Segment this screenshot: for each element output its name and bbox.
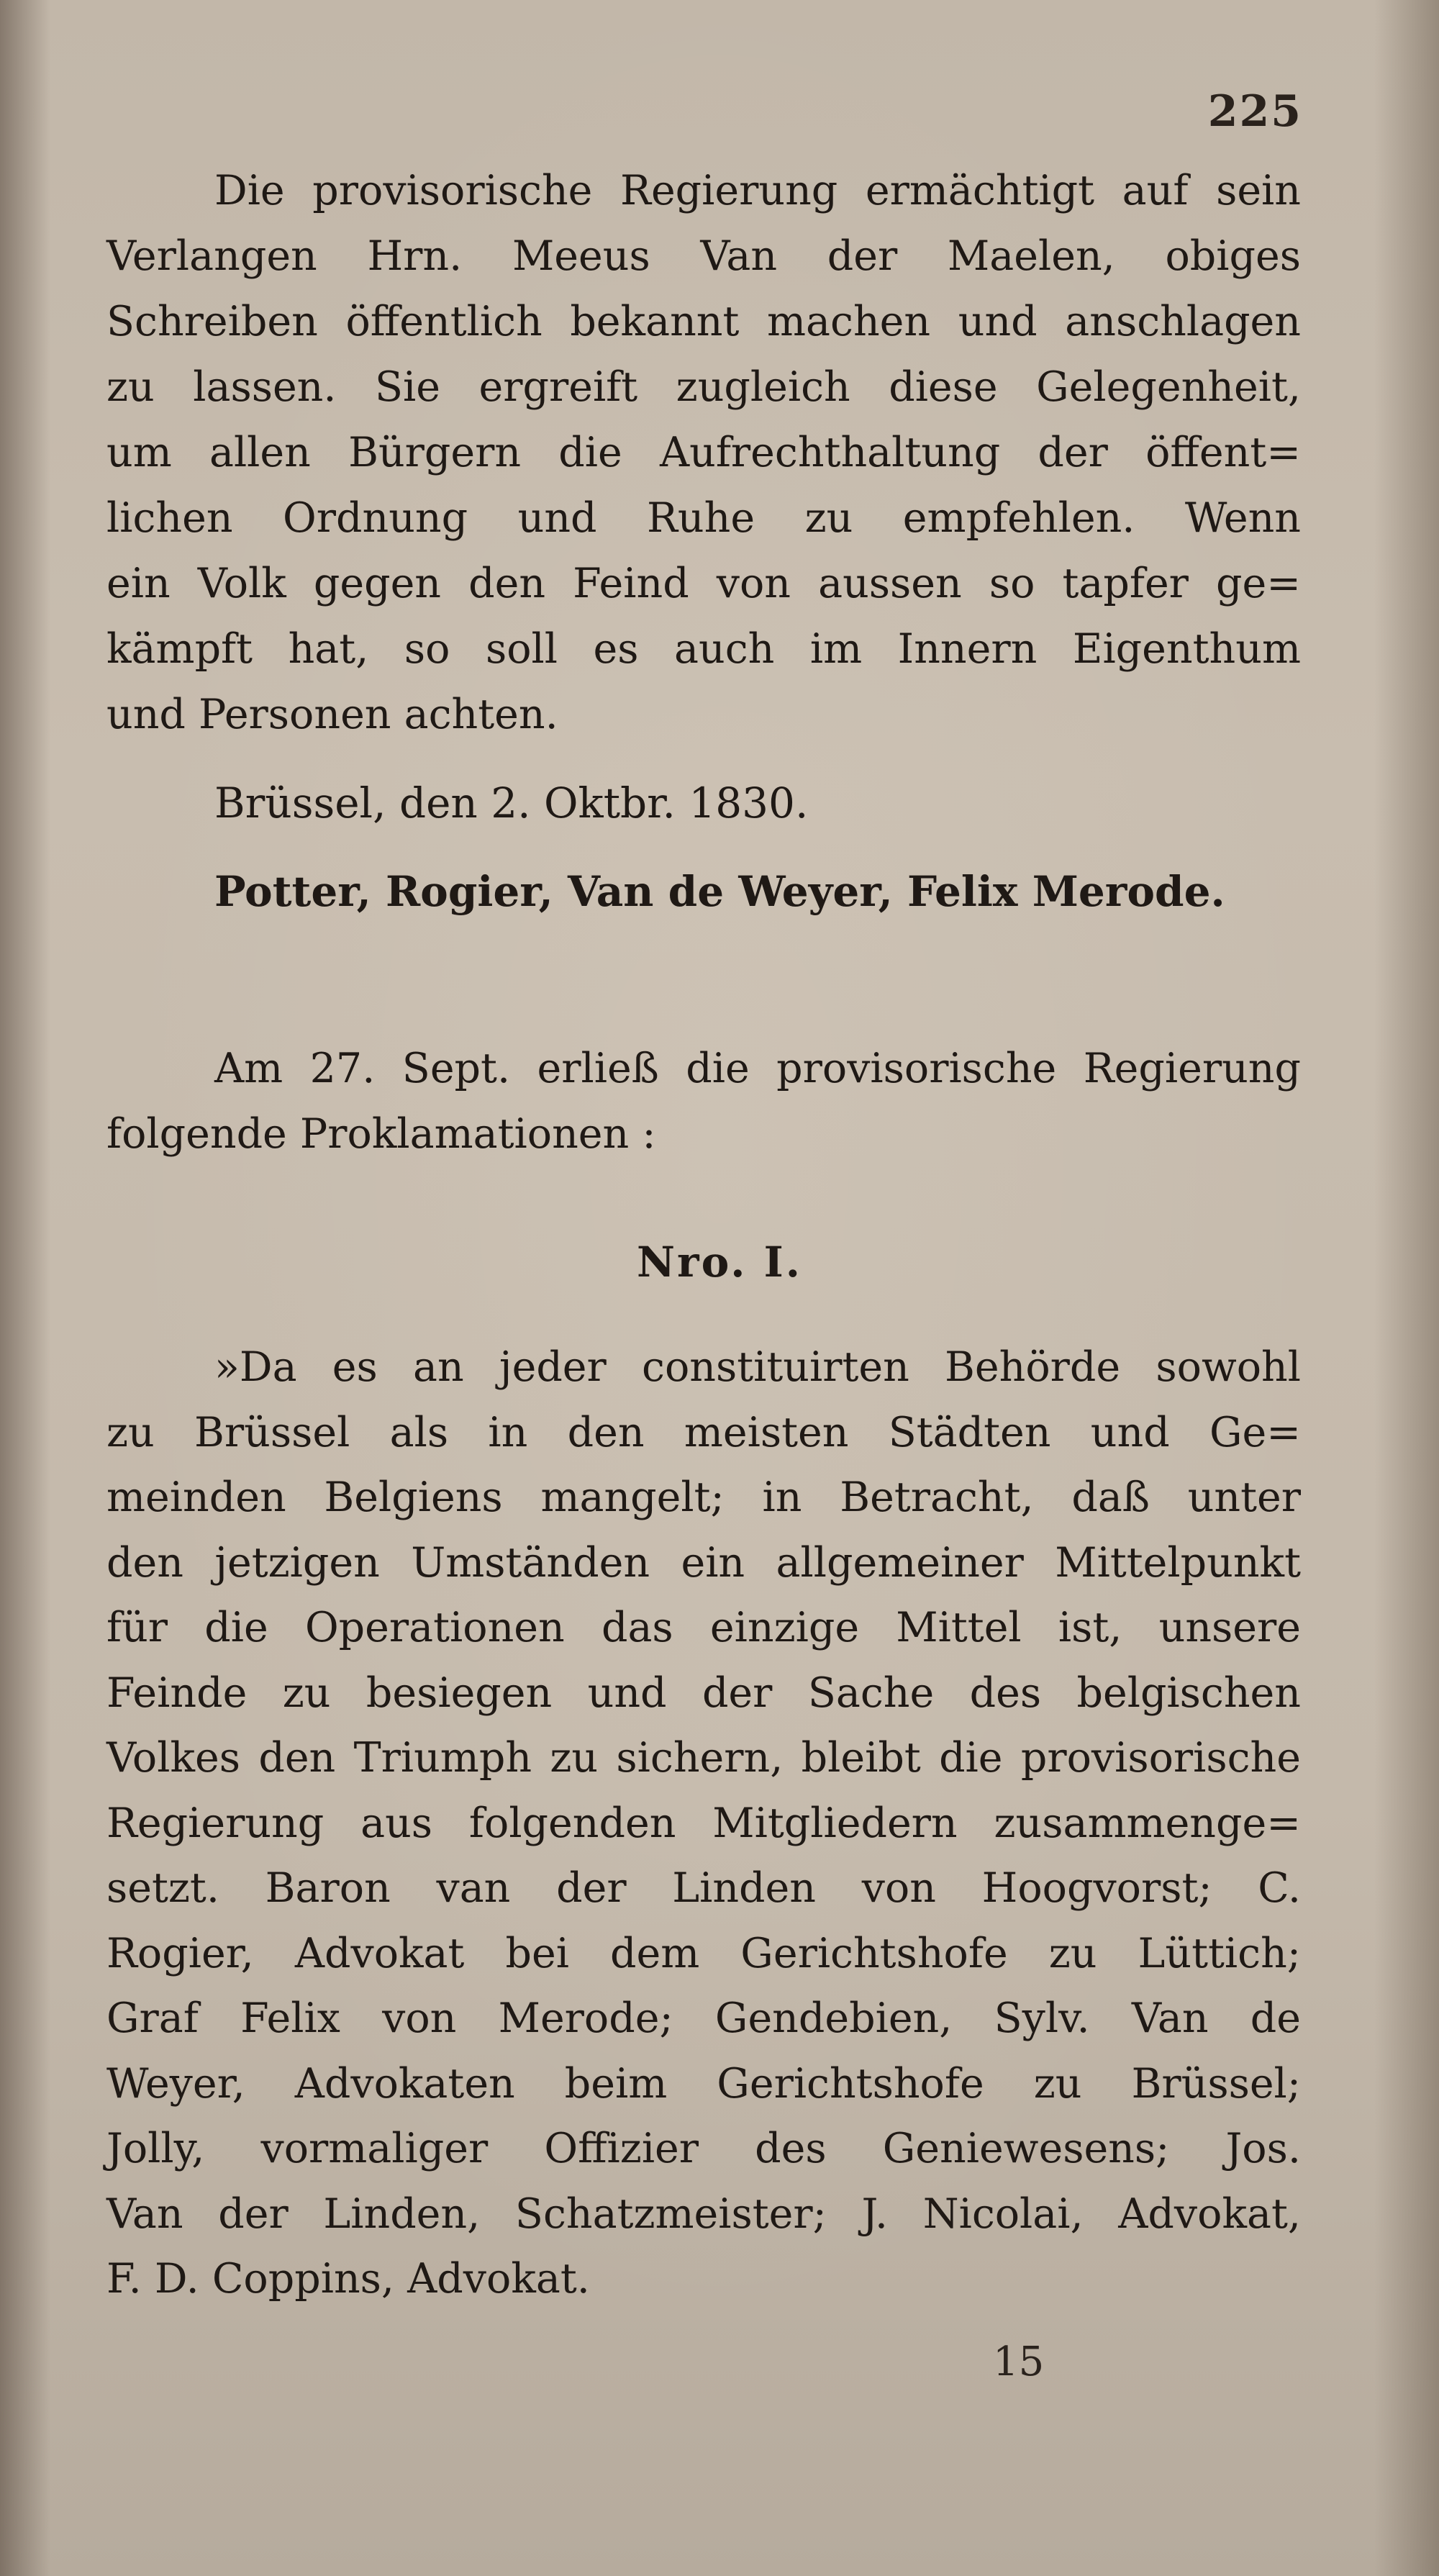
text-line: Rogier, Advokat bei dem Gerichtshofe zu Lüttich; bbox=[106, 1929, 1301, 1977]
text-line: ein Volk gegen den Feind von aussen so tapfer ge= bbox=[106, 560, 1301, 607]
page-number: 225 bbox=[1207, 86, 1302, 137]
text-line: Jolly, vormaliger Offizier des Geniewesens; Jos. bbox=[106, 2125, 1301, 2172]
text-line: Regierung aus folgenden Mitgliedern zusammenge= bbox=[106, 1799, 1301, 1847]
page-edge-shadow bbox=[1374, 0, 1439, 2576]
page-gutter-shadow bbox=[0, 0, 50, 2576]
paragraph-proclamation-one bbox=[106, 1335, 1301, 2312]
dateline: Brüssel, den 2. Oktbr. 1830. bbox=[214, 779, 809, 827]
text-line: setzt. Baron van der Linden von Hoogvorst; C. bbox=[106, 1864, 1301, 1912]
text-line: Feinde zu besiegen und der Sache des belgischen bbox=[106, 1669, 1301, 1717]
text-line: kämpft hat, so soll es auch im Innern Eigenthum bbox=[106, 625, 1301, 673]
text-line: Graf Felix von Merode; Gendebien, Sylv. Van de bbox=[106, 1995, 1301, 2042]
text-line: Van der Linden, Schatzmeister; J. Nicolai, Advokat, bbox=[106, 2190, 1301, 2238]
text-line: den jetzigen Umständen ein allgemeiner Mittelpunkt bbox=[106, 1538, 1301, 1587]
text-line: zu lassen. Sie ergreift zugleich diese Gelegenheit, bbox=[106, 363, 1301, 411]
paragraph-proclamation-intro bbox=[106, 1036, 1301, 1167]
text-line: Schreiben öffentlich bekannt machen und anschlagen bbox=[106, 298, 1301, 345]
text-line: für die Operationen das einzige Mittel ist, unsere bbox=[106, 1604, 1301, 1651]
section-heading: Nro. I. bbox=[637, 1238, 802, 1287]
signature-mark: 15 bbox=[993, 2339, 1045, 2385]
text-line: um allen Bürgern die Aufrechthaltung der öffent= bbox=[106, 429, 1301, 476]
text-line: Verlangen Hrn. Meeus Van der Maelen, obiges bbox=[106, 232, 1301, 280]
text-line: »Da es an jeder constituirten Behörde sowohl bbox=[214, 1343, 1301, 1391]
text-line: meinden Belgiens mangelt; in Betracht, daß unter bbox=[106, 1474, 1301, 1521]
text-line: folgende Proklamationen : bbox=[106, 1110, 656, 1158]
text-line: zu Brüssel als in den meisten Städten und Ge= bbox=[106, 1408, 1301, 1456]
text-line: Volkes den Triumph zu sichern, bleibt die provisorische bbox=[106, 1734, 1301, 1782]
text-line: Die provisorische Regierung ermächtigt auf sein bbox=[214, 167, 1301, 214]
text-line: Am 27. Sept. erließ die provisorische Regierung bbox=[214, 1045, 1301, 1092]
text-line: und Personen achten. bbox=[106, 691, 558, 738]
text-line: lichen Ordnung und Ruhe zu empfehlen. Wenn bbox=[106, 494, 1301, 542]
paragraph-provisional-government bbox=[106, 158, 1301, 748]
signatories: Potter, Rogier, Van de Weyer, Felix Merode. bbox=[214, 867, 1225, 916]
text-line: F. D. Coppins, Advokat. bbox=[106, 2255, 590, 2303]
text-line: Weyer, Advokaten beim Gerichtshofe zu Brüssel; bbox=[106, 2059, 1301, 2108]
